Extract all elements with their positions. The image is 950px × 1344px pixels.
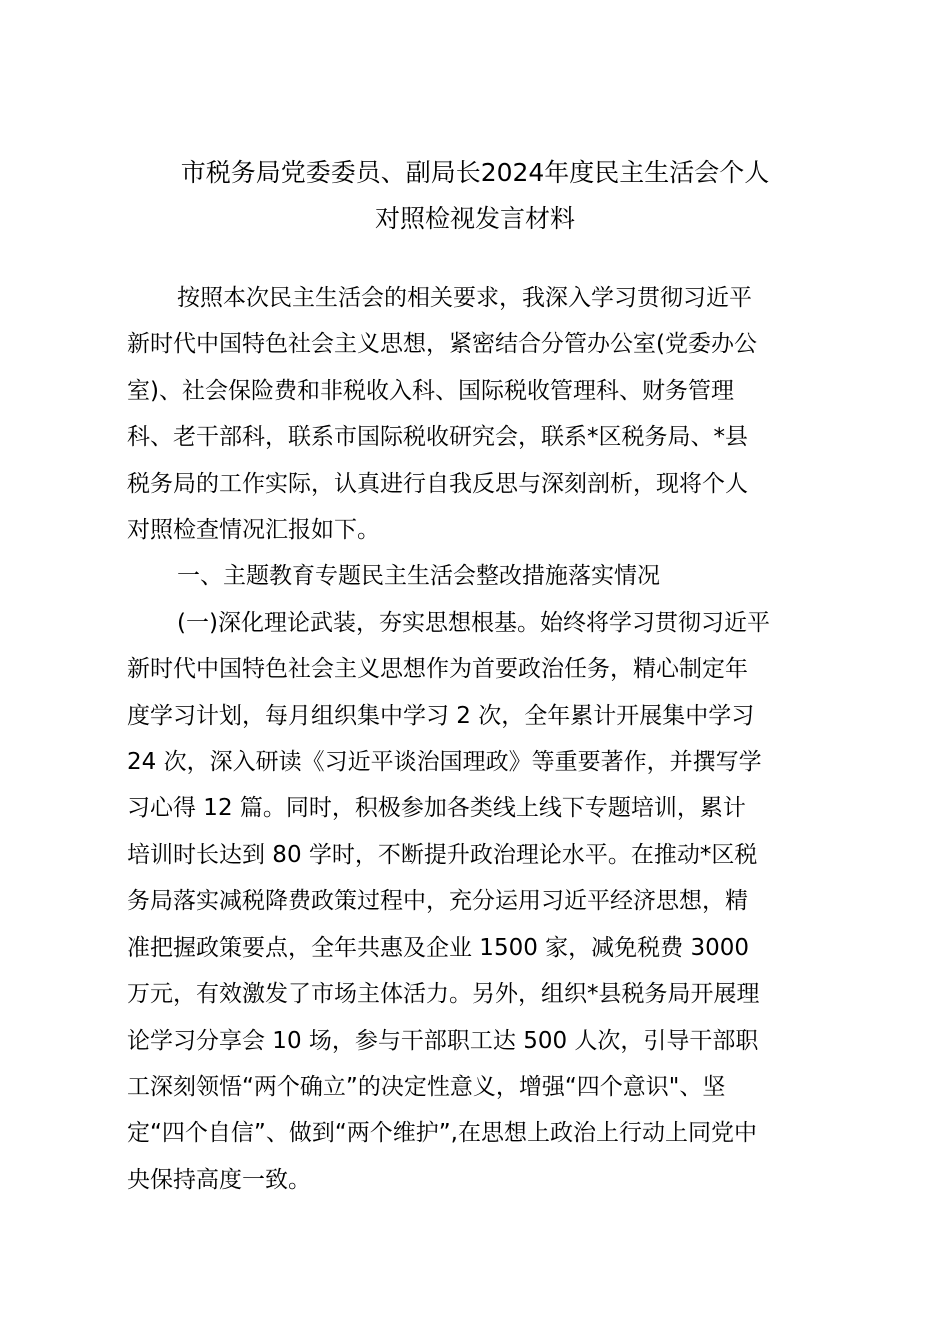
paragraph-line: 务局落实减税降费政策过程中，充分运用习近平经济思想，精 [127,888,748,915]
heading-line: 一、主题教育专题民主生活会整改措施落实情况 [177,563,660,590]
paragraph-line: 定“四个自信”、做到“两个维护”,在思想上政治上行动上同党中 [127,1120,757,1147]
paragraph-line: 习心得 12 篇。同时，积极参加各类线上线下专题培训，累计 [127,795,746,822]
paragraph-line: 央保持高度一致。 [127,1166,311,1193]
section-heading [127,553,833,599]
paragraph-line: 科、老干部科，联系市国际税收研究会，联系*区税务局、*县 [127,424,748,451]
document-body [127,275,833,1203]
paragraph-line: 准把握政策要点，全年共惠及企业 1500 家，减免税费 3000 [127,934,749,961]
paragraph-line: 按照本次民主生活会的相关要求，我深入学习贯彻习近平 [177,285,752,311]
paragraph-line: 室)、社会保险费和非税收入科、国际税收管理科、财务管理 [127,377,734,404]
paragraph-line: 对照检查情况汇报如下。 [127,517,380,544]
paragraph-line: (一)深化理论武装，夯实思想根基。始终将学习贯彻习近平 [177,609,770,636]
intro-paragraph [127,275,833,553]
title-line: 市税务局党委委员、副局长2024年度民主生活会个人 [180,158,770,187]
paragraph-line: 培训时长达到 80 学时，不断提升政治理论水平。在推动*区税 [127,841,758,868]
paragraph-line: 税务局的工作实际，认真进行自我反思与深刻剖析，现将个人 [127,470,748,497]
paragraph-line: 新时代中国特色社会主义思想作为首要政治任务，精心制定年 [127,656,748,683]
paragraph-line: 工深刻领悟“两个确立”的决定性意义，增强“四个意识"、坚 [127,1073,726,1100]
title-line: 对照检视发言材料 [374,204,575,233]
paragraph-line: 度学习计划，每月组织集中学习 2 次，全年累计开展集中学习 [127,702,755,729]
body-paragraph [127,600,833,1203]
document-title [120,150,830,242]
paragraph-line: 万元，有效激发了市场主体活力。另外，组织*县税务局开展理 [127,981,760,1008]
paragraph-line: 新时代中国特色社会主义思想，紧密结合分管办公室(党委办公 [127,331,757,358]
paragraph-line: 24 次，深入研读《习近平谈治国理政》等重要著作，并撰写学 [127,749,762,776]
paragraph-line: 论学习分享会 10 场，参与干部职工达 500 人次，引导干部职 [127,1027,759,1054]
